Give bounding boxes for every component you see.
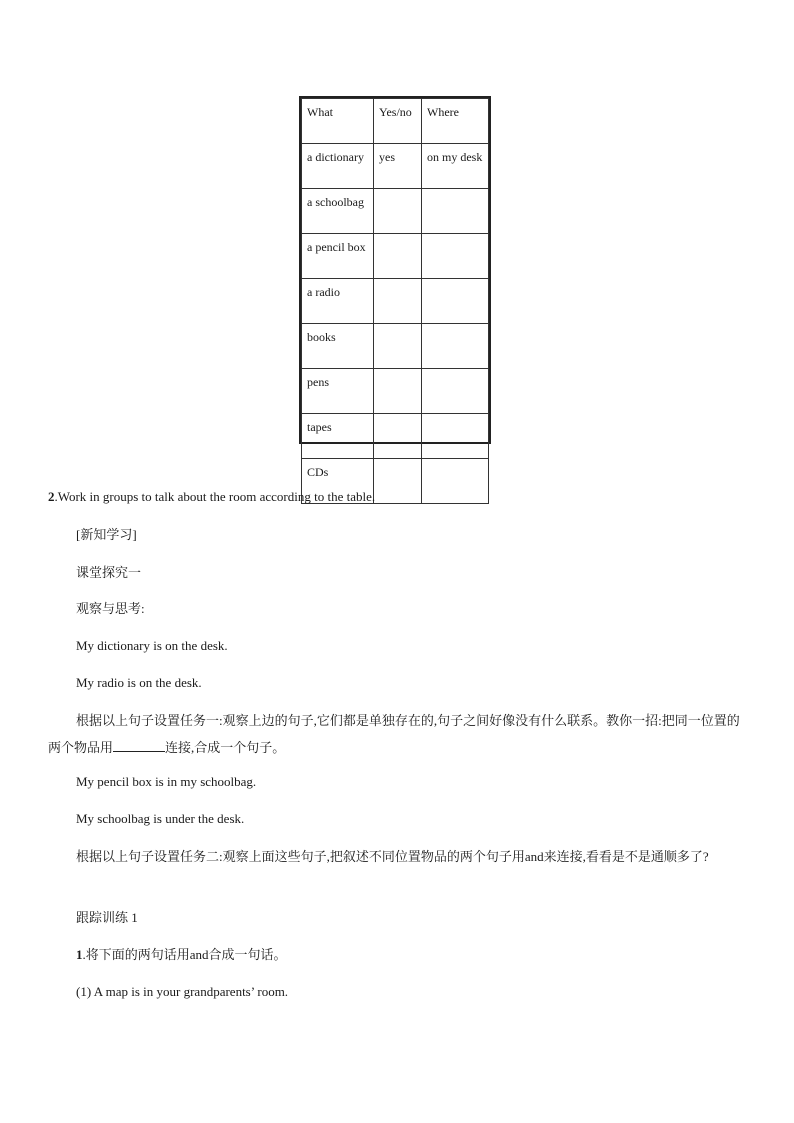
task-one-text-after: 连接,合成一个句子。 [165,740,286,755]
table-cell: a radio [302,279,374,324]
table-cell[interactable]: on my desk [422,144,489,189]
task-2-number: 2 [48,489,55,504]
task-2-text: .Work in groups to talk about the room according to the table. [54,489,376,504]
table-row [302,414,489,459]
example-sentence: My pencil box is in my schoolbag. [76,774,257,789]
table-header-row [302,99,489,144]
table-cell: CDs [302,459,374,504]
table-cell: a pencil box [302,234,374,279]
table-cell[interactable] [374,369,422,414]
task-two-paragraph: 根据以上句子设置任务二:观察上面这些句子,把叙述不同位置物品的两个句子用and来连接,看看是不是通顺多了? [76,849,709,864]
example-sentence: My dictionary is on the desk. [76,638,228,653]
example-sentence: My radio is on the desk. [76,675,202,690]
table-header-cell: Yes/no [374,99,422,144]
table-cell: pens [302,369,374,414]
exercise-1-text: .将下面的两句话用and合成一句话。 [82,947,287,962]
table-cell: tapes [302,414,374,459]
table-cell[interactable]: yes [374,144,422,189]
answer-blank[interactable] [113,737,165,752]
practice-title: 跟踪训练 1 [76,910,138,925]
table-cell[interactable] [422,279,489,324]
table-row [302,369,489,414]
info-table [301,98,489,504]
exercise-1-number: 1 [76,947,83,962]
info-table-frame [299,96,491,479]
table-cell: books [302,324,374,369]
table-row [302,324,489,369]
exercise-1-item-1: (1) A map is in your grandparents’ room. [76,984,289,999]
table-row [302,144,489,189]
table-cell[interactable] [374,279,422,324]
table-cell[interactable] [422,324,489,369]
table-header-cell: Where [422,99,489,144]
section-new-learning: [新知学习] [76,527,137,542]
table-cell[interactable] [374,189,422,234]
task-one-text-before: 根据以上句子设置任务一:观察上边的句子,它们都是单独存在的,句子之间好像没有什么联系。教你一招:把同一位置的两个物品用 [48,713,740,755]
task-one-paragraph [48,707,748,761]
table-cell[interactable] [422,459,489,504]
section-class-explore: 课堂探究一 [76,565,142,580]
table-cell[interactable] [422,189,489,234]
table-cell[interactable] [374,324,422,369]
table-cell[interactable] [422,369,489,414]
table-row [302,189,489,234]
table-cell[interactable] [374,459,422,504]
table-cell[interactable] [374,234,422,279]
table-row [302,234,489,279]
task-2-instruction [48,487,375,507]
table-cell: a schoolbag [302,189,374,234]
exercise-1-instruction [76,945,287,965]
table-cell: a dictionary [302,144,374,189]
example-sentence: My schoolbag is under the desk. [76,811,245,826]
section-observe-think: 观察与思考: [76,601,145,616]
table-header-cell: What [302,99,374,144]
table-cell[interactable] [374,414,422,459]
table-cell[interactable] [422,414,489,459]
table-row [302,279,489,324]
table-cell[interactable] [422,234,489,279]
